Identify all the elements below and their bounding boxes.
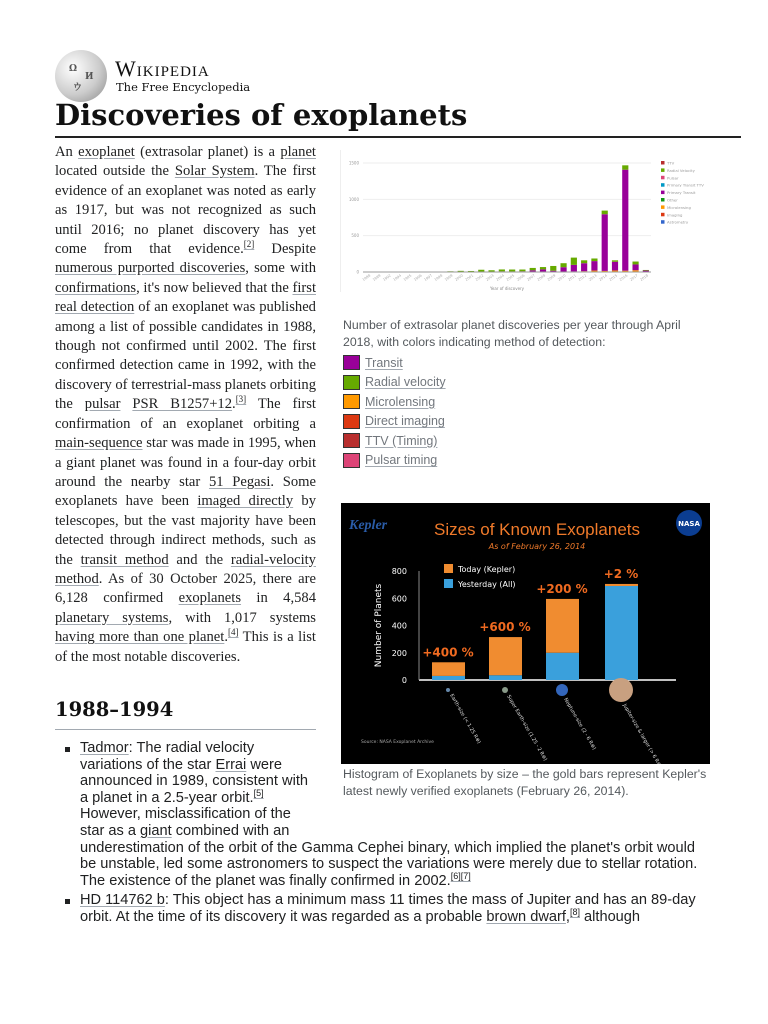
percent-label: +400 % (422, 645, 474, 660)
legend-item (343, 431, 710, 451)
chart-caption: Number of extrasolar planet discoveries per year through April 2018, with colors indicating method of detection: (343, 318, 681, 349)
kepler-subtitle: As of February 26, 2014 (488, 542, 586, 551)
legend-swatch (343, 453, 360, 468)
legend-link[interactable]: Direct imaging (365, 414, 445, 429)
bar-today (432, 662, 465, 676)
list-item (80, 892, 710, 925)
bar-segment (530, 268, 536, 270)
x-tick-label: 2001 (464, 273, 475, 282)
legend-swatch (661, 191, 665, 195)
article-content (55, 143, 710, 929)
legend-swatch (343, 433, 360, 448)
kepler-exoplanet-sizes-image[interactable] (341, 503, 710, 764)
x-tick-label: 2010 (557, 273, 567, 282)
discoveries-bar-chart[interactable] (340, 150, 710, 292)
text-run: . The first evidence of an exoplanet was noted as early as 1917, but was not recognized as such until 2016; no planet discovery has yet come from that evidence. (55, 163, 316, 258)
article-link[interactable]: Solar System (174, 163, 255, 180)
citation-link[interactable]: [3] (235, 394, 247, 405)
bar-segment (612, 262, 618, 271)
text-run: located outside the (55, 163, 175, 180)
legend-swatch (343, 375, 360, 390)
article-link[interactable]: brown dwarf (486, 908, 566, 925)
text-run: , (565, 908, 570, 925)
bar-segment (591, 258, 597, 261)
bar-segment (643, 270, 649, 271)
legend-label: Astrometry (667, 219, 689, 225)
bar-segment (540, 269, 546, 271)
percent-label: +2 % (603, 566, 639, 581)
bar-today (489, 637, 522, 675)
bar-segment (540, 267, 546, 269)
text-run: Despite (254, 241, 316, 258)
x-tick-label: 1988 (361, 273, 372, 282)
article-link[interactable]: giant (140, 822, 172, 839)
y-tick-label: 1000 (348, 196, 359, 202)
legend-item (343, 412, 710, 432)
article-link[interactable]: having more than one planet (55, 629, 225, 646)
source-label: Source: NASA Exoplanet Archive (361, 740, 434, 745)
text-run: . Some exoplanets have been (55, 473, 316, 510)
bar-segment (612, 260, 618, 261)
wikipedia-wordmark[interactable]: Wikipedia (115, 56, 210, 81)
y-tick-label: 600 (391, 594, 407, 604)
bar-segment (632, 264, 638, 270)
bar-yesterday (489, 675, 522, 680)
x-tick-label: 2008 (536, 273, 547, 282)
y-tick-label: 0 (401, 676, 407, 685)
x-tick-label: 2000 (454, 273, 464, 282)
text-run: The first confirmation of an exoplanet orbiting a (55, 396, 316, 432)
legend-link[interactable]: TTV (Timing) (365, 433, 438, 448)
citation-link[interactable]: [8] (569, 907, 580, 918)
x-tick-label: 2014 (598, 273, 608, 282)
figure-column (340, 143, 710, 800)
legend-swatch-all (444, 579, 453, 588)
x-tick-label: 1992 (382, 273, 392, 282)
text-run: by telescopes, but the vast majority have been detected through indirect methods, such as the (55, 493, 317, 568)
text-run: in 4,584 (241, 590, 317, 607)
citation-link[interactable]: [2] (243, 239, 255, 250)
legend-link[interactable]: Microlensing (365, 394, 436, 409)
x-tick-label: 1995 (402, 273, 413, 282)
legend-swatch (343, 355, 360, 370)
bar-segment (560, 263, 566, 267)
x-tick-label: 2013 (587, 273, 598, 282)
legend-item (343, 392, 710, 412)
y-axis-title: Number of Planets (374, 583, 384, 668)
text-run: : This object has a minimum mass 11 times the mass of Jupiter and has an 89-day orbit. At the time of its discovery it was regarded as a probable (80, 892, 696, 925)
x-tick-label: 2007 (526, 273, 536, 282)
x-tick-label: 2017 (629, 273, 639, 282)
bar-segment (509, 270, 515, 272)
kepler-logo: Kepler (349, 518, 388, 533)
article-link[interactable]: transit method (80, 551, 169, 568)
bar-segment (622, 165, 628, 169)
article-link[interactable]: imaged directly (197, 493, 294, 510)
article-link[interactable]: radial-velocity method (55, 551, 316, 587)
article-link[interactable]: exoplanets (178, 590, 242, 607)
article-link[interactable]: first real detection (55, 279, 316, 316)
title-divider (55, 136, 741, 138)
article-link[interactable]: planet (280, 144, 316, 160)
legend-label: Other (667, 197, 678, 203)
bar-segment (591, 261, 597, 270)
bar-segment (519, 270, 525, 272)
x-tick-label: 2002 (474, 273, 485, 282)
wikipedia-globe-logo[interactable]: Ω И ウ (55, 50, 107, 102)
discovery-list (55, 740, 710, 926)
method-legend (340, 353, 710, 470)
y-tick-label: 0 (356, 269, 359, 275)
legend-link[interactable]: Radial velocity (365, 375, 446, 390)
text-run: , some with (245, 260, 316, 277)
planet-icon (502, 687, 508, 693)
article-link[interactable]: main-sequence (55, 435, 143, 452)
citation-link[interactable]: [6][7] (450, 870, 471, 881)
article-link[interactable]: PSR B1257+12 (132, 396, 233, 413)
y-tick-label: 200 (391, 648, 407, 658)
text-run: . (224, 629, 228, 646)
legend-item (343, 353, 710, 373)
x-tick-label: 2005 (505, 273, 516, 282)
kepler-chart-svg (341, 503, 710, 764)
x-tick-label: 2016 (618, 273, 629, 282)
text-run: . (232, 396, 236, 413)
legend-label: Today (Kepler) (458, 565, 516, 574)
legend-swatch (661, 168, 665, 172)
x-tick-label: 1999 (443, 273, 454, 282)
y-tick-label: 400 (391, 621, 407, 631)
x-tick-label: 2003 (485, 273, 495, 282)
bar-segment (560, 267, 566, 271)
bar-segment (581, 263, 587, 271)
bar-segment (530, 270, 536, 271)
legend-item (343, 451, 710, 471)
bar-segment (602, 214, 608, 271)
text-run: of an exoplanet was published among a list of possible candidates in 1988, though not confirmed until 2002. The first confirmed detection came in 1992, with the discovery of terrestrial-mass planets orbiting the (55, 299, 316, 413)
x-tick-label: 1997 (423, 273, 434, 282)
size-category-label: Earth-size (< 1.25 R⊕) (448, 693, 482, 745)
text-run: , with 1,017 systems (168, 609, 316, 626)
legend-label: Microlensing (667, 204, 691, 210)
legend-label: Radial Velocity (667, 167, 695, 173)
legend-label: Pulsar (667, 175, 679, 181)
legend-label: Yesterday (All) (458, 580, 516, 589)
text-run: : The radial velocity variations of the star (80, 739, 255, 773)
article-link[interactable]: 51 Pegasi (208, 473, 271, 490)
kepler-caption: Histogram of Exoplanets by size – the gold bars represent Kepler's latest newly verified exoplanets (February 26, 2014). (343, 767, 707, 798)
legend-label: TTV (667, 160, 675, 166)
bar-segment (643, 271, 649, 272)
x-tick-label: 1994 (392, 273, 403, 282)
article-link[interactable]: exoplanet (78, 144, 135, 160)
text-run (120, 396, 132, 412)
bar-segment (602, 211, 608, 215)
planet-icon (609, 678, 633, 702)
bar-yesterday (605, 586, 638, 680)
bar-today (546, 599, 579, 653)
x-tick-label: 2015 (608, 273, 619, 282)
kepler-title: Sizes of Known Exoplanets (433, 520, 641, 539)
legend-label: Primary Transit (667, 190, 696, 196)
text-run: were announced in 1989, consistent with a planet in a 2.5-year orbit. (80, 756, 308, 806)
bar-segment (571, 265, 577, 272)
bar-yesterday (546, 653, 579, 680)
x-tick-label: 2018 (639, 273, 650, 282)
planet-icon (446, 688, 450, 692)
list-item (80, 740, 710, 889)
text-run: (extrasolar planet) is a (134, 144, 281, 160)
x-tick-label: 2012 (577, 273, 588, 282)
legend-swatch (661, 176, 665, 180)
nasa-logo-text: NASA (678, 520, 700, 528)
wikipedia-tagline: The Free Encyclopedia (116, 80, 251, 94)
text-run: However, misclassification of the star as a (80, 806, 291, 839)
legend-swatch (661, 213, 665, 217)
y-tick-label: 1500 (348, 160, 359, 166)
legend-link[interactable]: Transit (365, 355, 403, 370)
bar-segment (550, 266, 556, 271)
legend-swatch (661, 220, 665, 224)
x-tick-label: 1989 (371, 273, 382, 282)
article-link[interactable]: confirmations (55, 279, 137, 296)
legend-link[interactable]: Pulsar timing (365, 453, 438, 468)
legend-swatch (661, 183, 665, 187)
text-run: This is a list of the most notable discoveries. (55, 629, 316, 665)
percent-label: +200 % (536, 581, 588, 596)
x-tick-label: 1996 (413, 273, 423, 282)
bar-yesterday (432, 676, 465, 680)
legend-item (343, 373, 710, 393)
article-link[interactable]: HD 114762 b (80, 892, 165, 909)
x-tick-label: 2004 (495, 273, 506, 282)
x-tick-label: 1998 (433, 273, 444, 282)
citation-link[interactable]: [4] (227, 627, 239, 638)
chart-svg (341, 150, 711, 292)
text-run: combined with an underestimation of the orbit of the Gamma Cephei binary, which implied the planet's orbit would be unstable, led some astronomers to suspect the variations were merely due to stellar rotation. The existence of the planet was finally confirmed in 2002. (80, 822, 698, 889)
page-title: Discoveries of exoplanets (55, 98, 468, 132)
legend-swatch (661, 198, 665, 202)
legend-swatch-kepler (444, 564, 453, 573)
legend-swatch (343, 394, 360, 409)
citation-link[interactable]: [5] (253, 787, 264, 798)
legend-label: Imaging (667, 212, 683, 218)
percent-label: +600 % (479, 620, 531, 635)
text-run: An (55, 144, 79, 160)
bar-segment (499, 269, 505, 271)
bar-segment (571, 258, 577, 265)
text-run: although (579, 908, 641, 925)
size-category-label: Super Earth-size (1.25 - 2 R⊕) (505, 694, 549, 763)
text-run: . As of 30 October 2025, there are 6,128 confirmed (55, 570, 316, 607)
y-tick-label: 800 (391, 567, 407, 576)
planet-icon (556, 684, 568, 696)
x-tick-label: 2009 (546, 273, 557, 282)
legend-swatch (343, 414, 360, 429)
bar-segment (632, 262, 638, 265)
article-link[interactable]: Errai (215, 756, 247, 773)
legend-label: Primary Transit TTV (667, 182, 704, 188)
text-run: star was made in 1995, when a giant planet was found in a four-day orbit around the nearby star (55, 435, 316, 490)
article-link[interactable]: pulsar (84, 396, 121, 413)
text-run: , it's now believed that the (136, 279, 293, 296)
bar-segment (622, 170, 628, 271)
legend-swatch (661, 205, 665, 209)
section-heading: 1988–1994 (55, 697, 316, 730)
x-tick-label: 2006 (515, 273, 526, 282)
x-axis-title: Year of discovery (489, 286, 525, 291)
size-category-label: Neptune-size (2 - 6 R⊕) (562, 697, 597, 752)
size-category-label: Jupiter-size & larger (> 6 R⊕) (621, 703, 663, 764)
y-tick-label: 500 (351, 233, 359, 239)
bar-today (605, 584, 638, 586)
text-run: and the (168, 551, 231, 568)
article-link[interactable]: numerous purported discoveries (55, 260, 246, 277)
bar-segment (581, 260, 587, 263)
article-link[interactable]: Tadmor (80, 739, 129, 756)
article-link[interactable]: planetary systems (55, 609, 169, 626)
legend-swatch (661, 161, 665, 165)
x-tick-label: 2011 (567, 273, 578, 282)
